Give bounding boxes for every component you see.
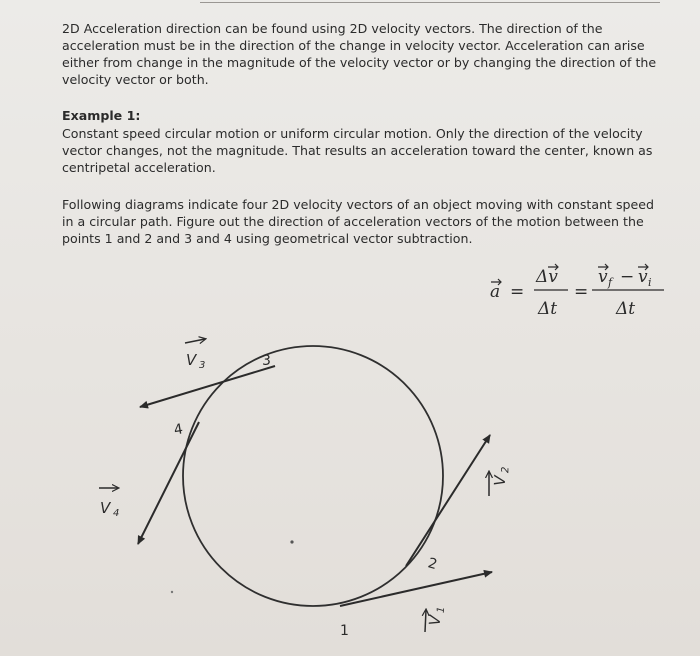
center-dot [290,540,293,543]
formula-denominator: Δt [616,299,636,319]
vector-label-v3-sub: 3 [199,360,206,371]
formula-delta-v: Δv [536,267,558,287]
velocity-vector-v4 [138,422,199,544]
acceleration-formula [488,256,678,336]
top-rule [200,2,660,3]
point-label-4: 4 [172,421,185,439]
formula-equals-2: = [574,282,589,302]
formula-minus: − [620,267,635,287]
vector-label-v2: V [490,475,510,487]
velocity-vector-v2 [406,435,490,566]
formula-vi: v [638,267,648,287]
point-label-3: 3 [262,353,271,369]
point-label-1: 1 [340,623,349,639]
formula-vf: v [598,267,608,287]
example-paragraph: Constant speed circular motion or uniform circular motion. Only the direction of the velocity vector changes, not the magnitude. That results an acceleration toward the center, known as centripetal acceleration. [62,126,653,175]
point-label-2: 2 [426,555,439,574]
formula-equals-1: = [510,282,525,302]
vector-label-v4-sub: 4 [113,508,120,519]
formula-delta-t: Δt [538,299,558,319]
intro-paragraph: 2D Acceleration direction can be found using 2D velocity vectors. The direction of the acceleration must be in the direction of the change in velocity vector. Acceleration can arise either from change in the magnitude of the velocity vector or by changing the direction of the velocity vector or both. [62,21,657,87]
formula-vi-sub: i [648,276,652,289]
formula-a: a [490,282,501,302]
vector-label-v2-sub: 2 [500,466,512,474]
vector-label-v4: V [100,499,111,517]
vector-label-v1-sub: 1 [435,606,448,614]
vector-label-v1: V [425,614,445,627]
circular-motion-diagram [0,330,700,656]
example-title: Example 1: [62,108,141,123]
velocity-vector-v1 [340,572,492,606]
instructions-paragraph: Following diagrams indicate four 2D velocity vectors of an object moving with constant speed in a circular path. Figure out the direction of acceleration vectors of the motion between the points 1 and 2 and 3 and 4 using geometrical vector subtraction. [62,197,655,246]
formula-vf-sub: f [608,276,613,289]
vector-label-v3: V [186,351,197,369]
circular-path [183,346,443,606]
